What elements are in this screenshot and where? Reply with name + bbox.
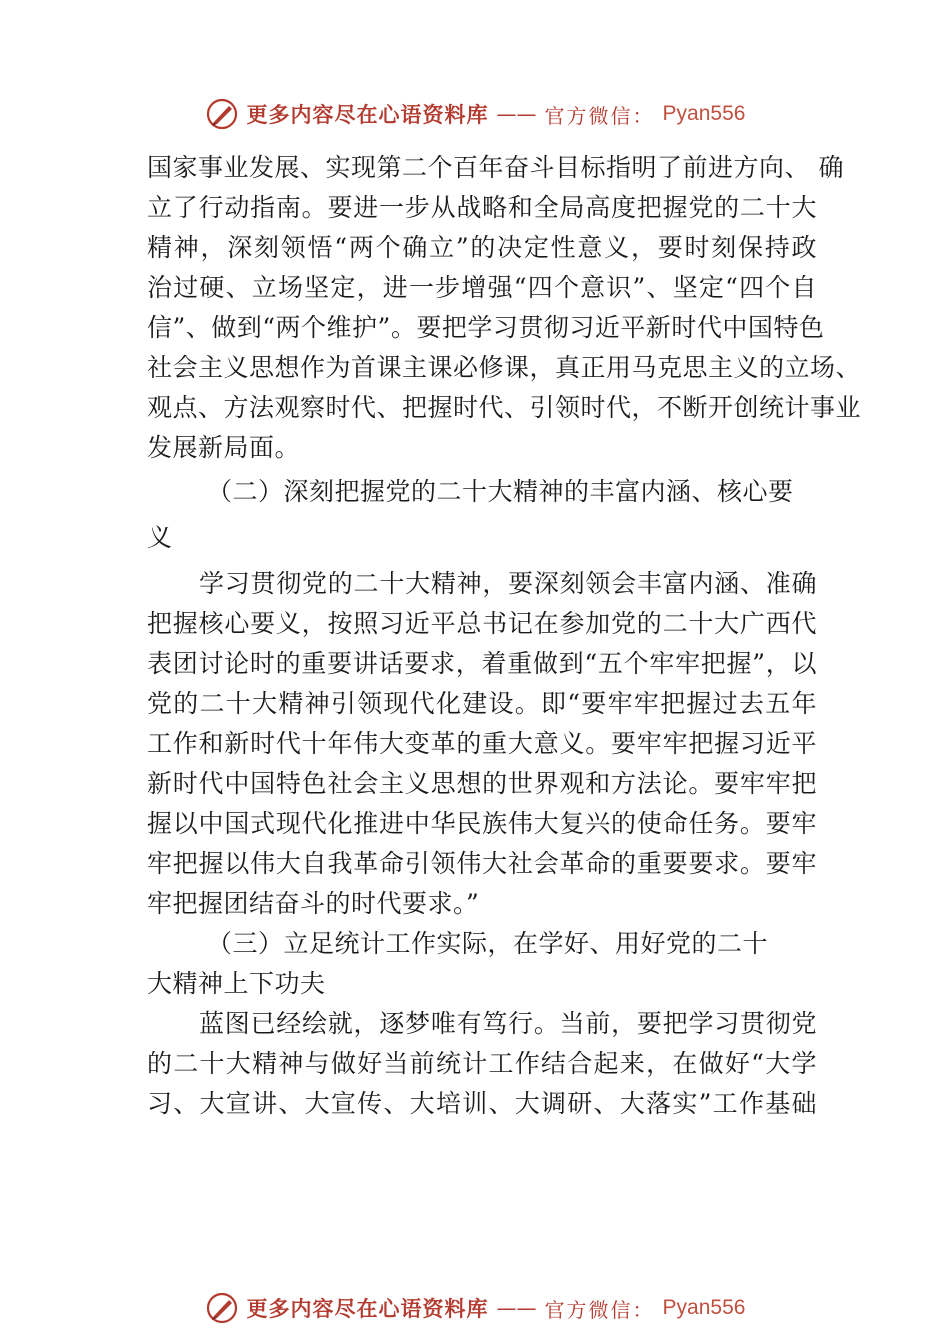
text-line: 把握核心要义，按照习近平总书记在参加党的二十大广西代: [147, 609, 817, 638]
text-line: 的二十大精神与做好当前统计工作结合起来，在做好“大学: [147, 1049, 817, 1078]
section-heading-2: [147, 472, 817, 564]
paragraph-2: [147, 564, 817, 924]
banner-official-label: 官方微信：: [544, 1297, 655, 1322]
paragraph-1: [147, 148, 862, 468]
text-line: 社会主义思想作为首课主课必修课，真正用马克思主义的立场、: [147, 353, 862, 382]
heading-line: 义: [147, 523, 173, 552]
text-line: 工作和新时代十年伟大变革的重大意义。要牢牢把握习近平: [147, 729, 817, 758]
text-line: 蓝图已经绘就，逐梦唯有笃行。当前，要把学习贯彻党: [199, 1009, 817, 1038]
text-line: 学习贯彻党的二十大精神，要深刻领会丰富内涵、准确: [199, 569, 817, 598]
paragraph-3: [147, 1004, 817, 1124]
banner-slogan: 更多内容尽在心语资料库: [246, 102, 489, 127]
heading-line: （三）立足统计工作实际，在学好、用好党的二十: [207, 929, 769, 958]
text-line: 观点、方法观察时代、把握时代、引领时代，不断开创统计事业: [147, 393, 862, 422]
banner-wechat-id: Pyan556: [662, 1296, 746, 1319]
text-line: 精神，深刻领悟“两个确立”的决定性意义，要时刻保持政: [147, 233, 817, 262]
text-line: 信”、做到“两个维护”。要把学习贯彻习近平新时代中国特色: [147, 313, 825, 342]
text-line: 牢把握团结奋斗的时代要求。”: [147, 889, 480, 918]
text-line: 表团讨论时的重要讲话要求，着重做到“五个牢牢把握”，以: [147, 649, 817, 678]
text-line: 握以中国式现代化推进中华民族伟大复兴的使命任务。要牢: [147, 809, 817, 838]
text-line: 习、大宣讲、大宣传、大培训、大调研、大落实”工作基础: [147, 1089, 817, 1118]
text-line: 牢把握以伟大自我革命引领伟大社会革命的重要要求。要牢: [147, 849, 817, 878]
pen-logo-icon: [205, 1291, 239, 1325]
pen-logo-icon: [205, 97, 239, 131]
document-body: [147, 148, 862, 1124]
banner-wechat-id: Pyan556: [662, 102, 746, 125]
text-line: 发展新局面。: [147, 433, 301, 462]
text-line: 立了行动指南。要进一步从战略和全局高度把握党的二十大: [147, 193, 817, 222]
text-line: 治过硬、立场坚定，进一步增强“四个意识”、坚定“四个自: [147, 273, 817, 302]
banner-dash: ——: [496, 102, 537, 126]
text-line: 新时代中国特色社会主义思想的世界观和方法论。要牢牢把: [147, 769, 817, 798]
footer-banner: [0, 1286, 950, 1330]
text-line: 党的二十大精神引领现代化建设。即“要牢牢把握过去五年: [147, 689, 817, 718]
heading-line: 大精神上下功夫: [147, 969, 326, 998]
banner-official-label: 官方微信：: [544, 103, 655, 128]
heading-line: （二）深刻把握党的二十大精神的丰富内涵、核心要: [207, 477, 794, 506]
banner-dash: ——: [496, 1296, 537, 1320]
header-banner: [0, 92, 950, 136]
section-heading-3: [147, 924, 817, 1004]
text-line: 国家事业发展、实现第二个百年奋斗目标指明了前进方向、 确: [147, 153, 844, 182]
banner-slogan: 更多内容尽在心语资料库: [246, 1296, 489, 1321]
